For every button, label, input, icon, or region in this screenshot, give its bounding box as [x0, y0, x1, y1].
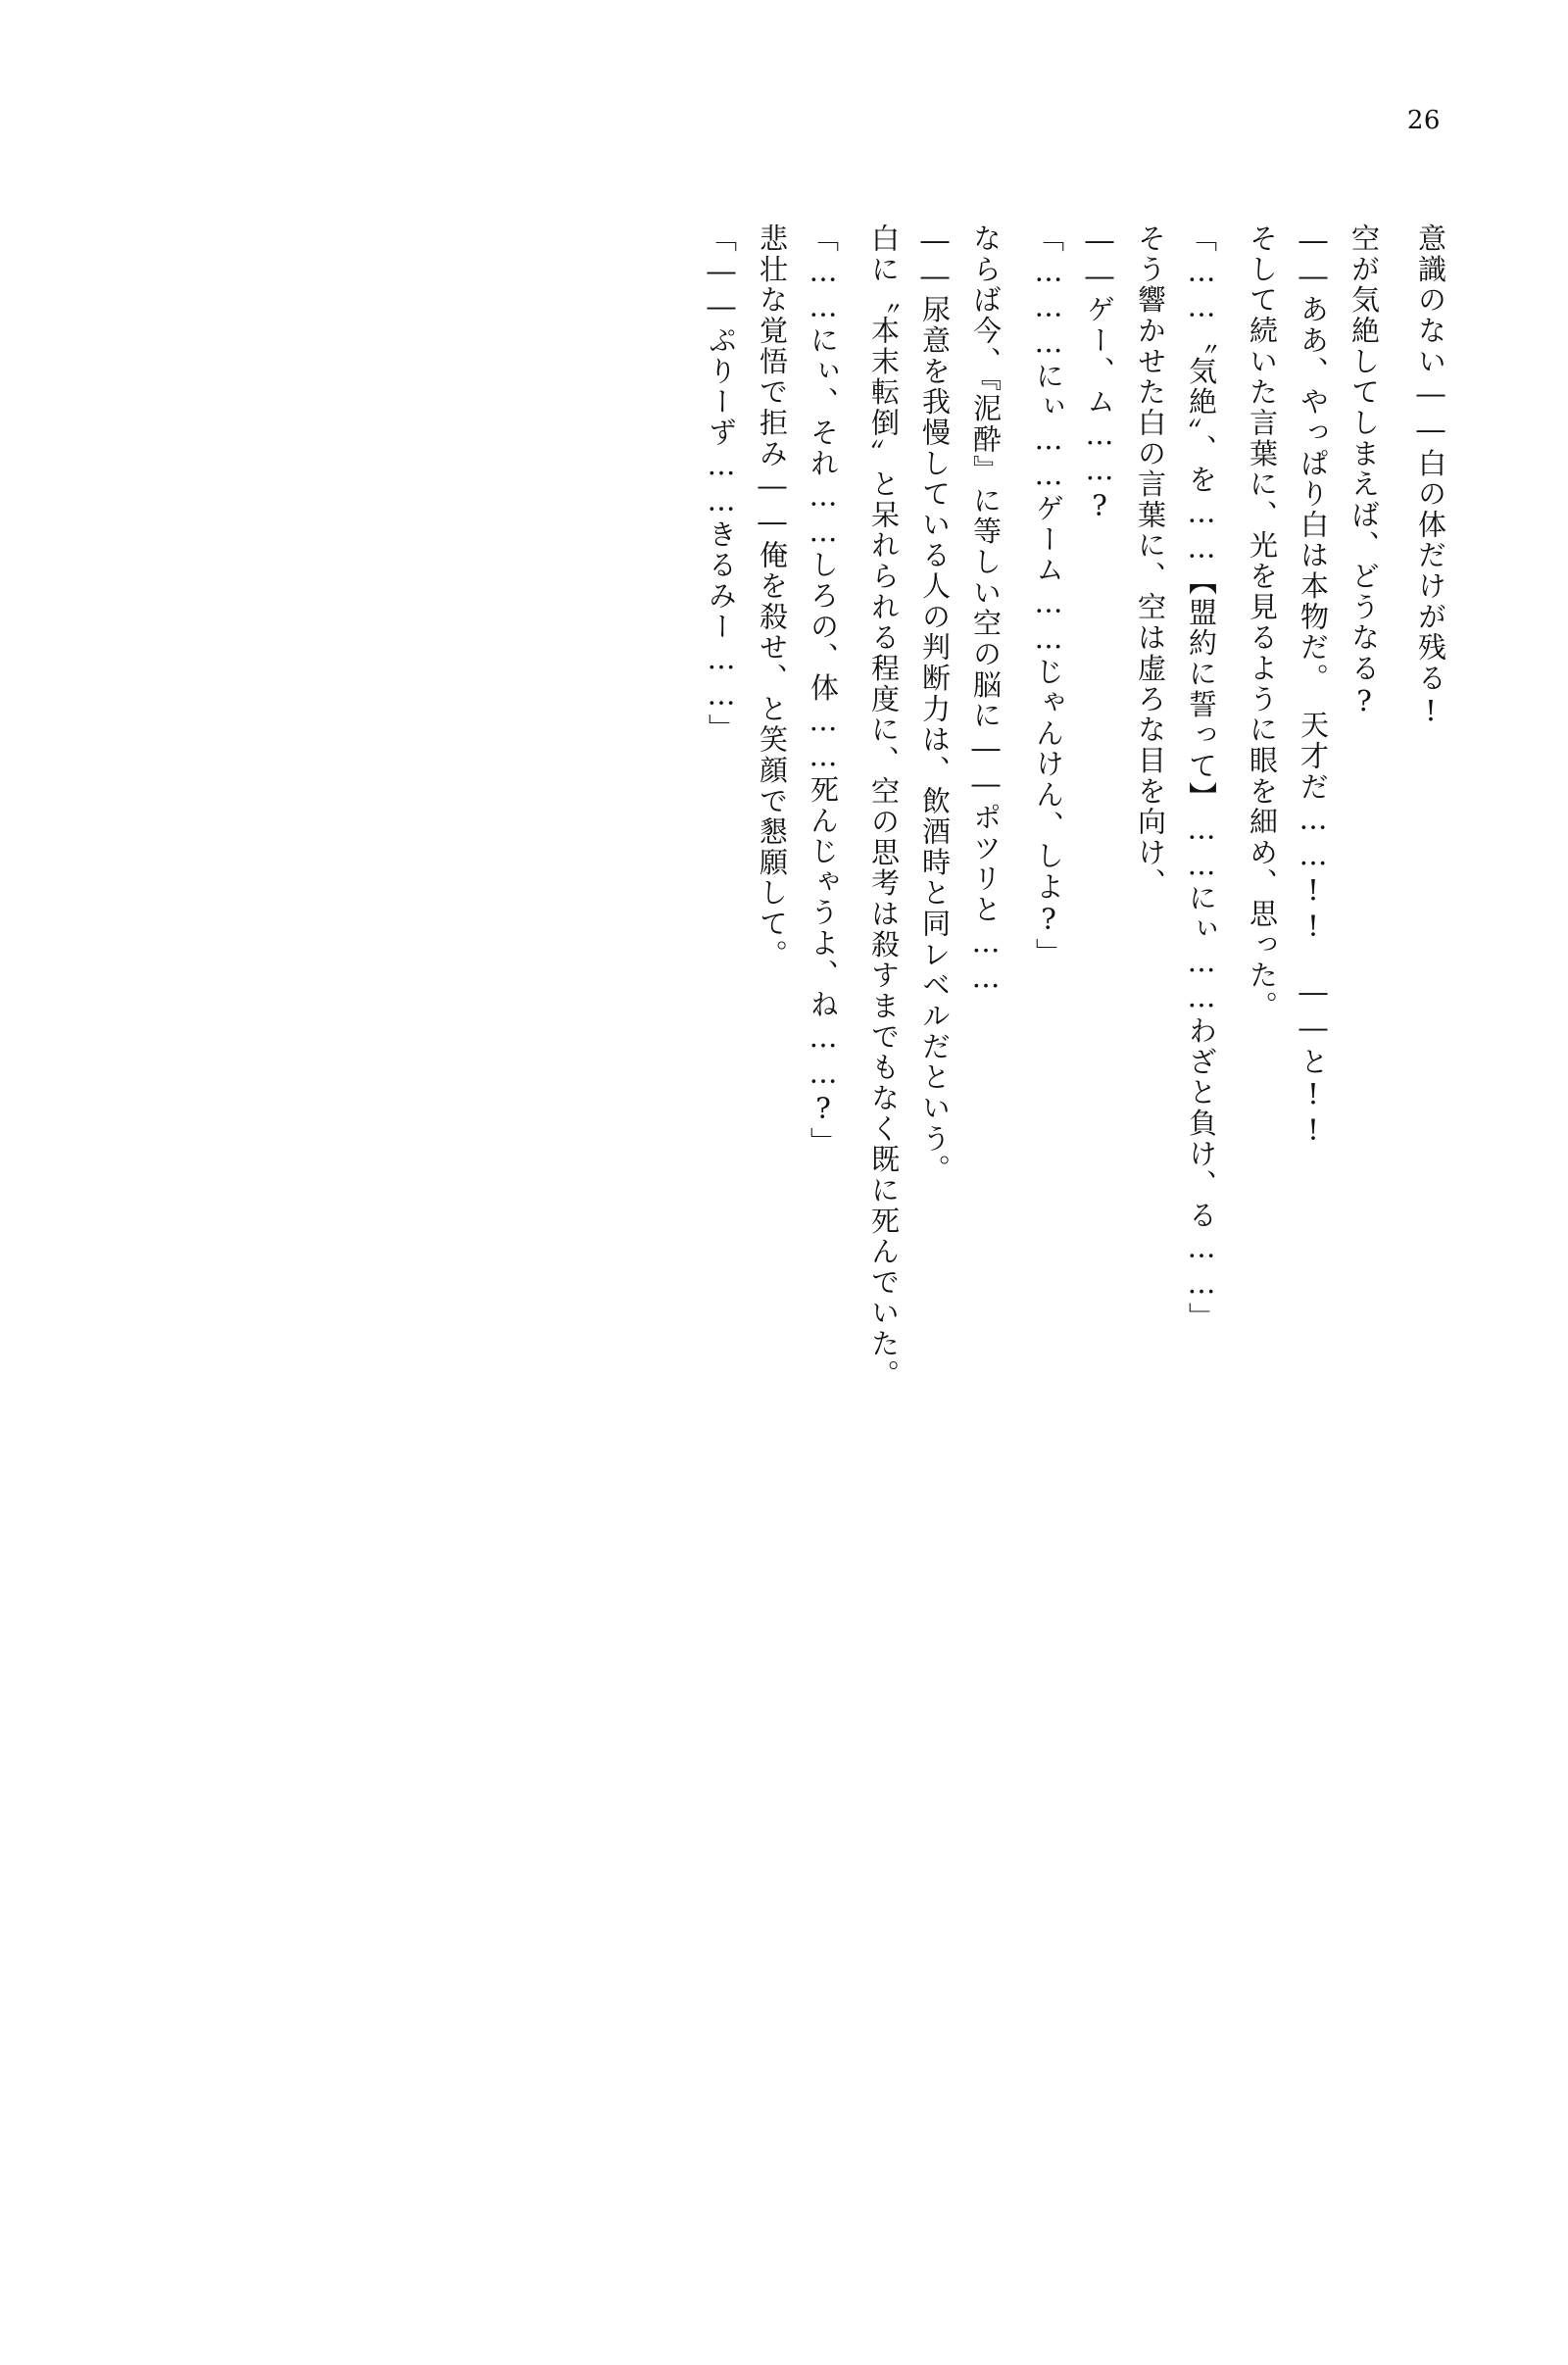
- text-column: 「……にぃ、それ……しろの、体……死んじゃうよ、ね……?」: [807, 223, 840, 1158]
- vertical-text-block: [684, 223, 1445, 2184]
- text-column: 「……〝気絶〟、を……【盟約に誓って】……にぃ……わざと負け、る……」: [1185, 223, 1218, 1333]
- text-column: 「………にぃ……ゲーム……じゃんけん、しよ?」: [1032, 223, 1065, 969]
- text-column: そして続いた言葉に、光を見るように眼を細め、思った。: [1246, 223, 1279, 1022]
- text-column: ――尿意を我慢している人の判断力は、飲酒時と同レベルだという。: [918, 223, 952, 1185]
- text-column: 白に〝本末転倒〟と呆れられる程度に、空の思考は殺すまでもなく既に死んでいた。: [867, 223, 901, 1391]
- text-column: 悲壮な覚悟で拒み――俺を殺せ、と笑顔で懇願して。: [756, 223, 789, 970]
- text-column: ――ゲー、ム……?: [1083, 223, 1116, 524]
- text-column: 意識のない――白の体だけが残る!: [1414, 223, 1447, 730]
- text-column: 「――ぷりーず……きるみー……」: [705, 223, 738, 745]
- text-column: 空が気絶してしまえば、どうなる?: [1348, 223, 1381, 720]
- page-number: 26: [1406, 106, 1441, 135]
- text-column: そう響かせた白の言葉に、空は虚ろな目を向け、: [1134, 223, 1167, 900]
- text-column: ならば今、『泥酔』に等しい空の脳に――ポツリと……: [969, 223, 1003, 997]
- text-column: ――ああ、やっぱり白は本物だ。 天才だ……!! ――と!!: [1297, 223, 1330, 1149]
